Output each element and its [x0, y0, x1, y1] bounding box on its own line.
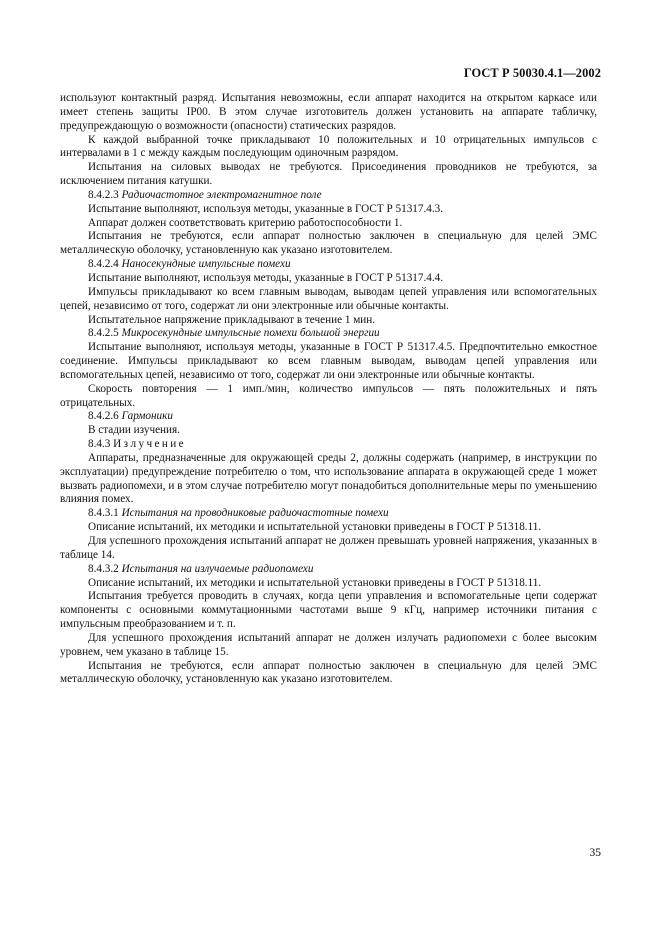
paragraph: К каждой выбранной точке прикладывают 10 положительных и 10 отрицательных импульсов с интервалами в 1 с между каждым последующим одиночным разрядом. — [60, 133, 597, 160]
paragraph: Испытательное напряжение прикладывают в течение 1 мин. — [88, 313, 376, 326]
section-number: 8.4.3.2 — [88, 562, 119, 575]
section-number: 8.4.2.3 — [88, 188, 119, 201]
section-number: 8.4.3 — [88, 438, 111, 451]
paragraph: Описание испытаний, их методики и испытательной установки приведены в ГОСТ Р 51318.11. — [88, 576, 542, 589]
section-number: 8.4.2.6 — [88, 410, 119, 423]
section-number: 8.4.3.1 — [88, 507, 119, 520]
paragraph: Испытания на силовых выводах не требуются. Присоединения проводников не требуются, за исключением питания катушки. — [60, 161, 597, 188]
paragraph: используют контактный разряд. Испытания невозможны, если аппарат находится на открытом каркасе или имеет степень защиты IP00. В этом случае изготовитель должен установить на аппарате табличку, предупреждающую о возможности (опасности) статических разрядов. — [60, 92, 597, 132]
document-body — [60, 92, 597, 687]
section-heading-8-4-3 — [60, 438, 597, 452]
section-title: Наносекундные импульсные помехи — [121, 258, 291, 271]
section-number: 8.4.2.5 — [88, 327, 119, 340]
section-heading-8-4-2-3 — [60, 189, 597, 203]
paragraph: Испытания требуется проводить в случаях, когда цепи управления и вспомогательные цепи содержат компоненты с основными коммутационными частотами выше 9 кГц, например источники питания с импульсным преобразованием и т. п. — [60, 590, 597, 631]
section-heading-8-4-3-2 — [60, 563, 597, 577]
paragraph: Для успешного прохождения испытаний аппарат не должен превышать уровней напряжения, указанных в таблице 14. — [60, 535, 597, 561]
page-number: 35 — [589, 847, 601, 859]
section-title: Радиочастотное электромагнитное поле — [121, 188, 322, 201]
section-heading-8-4-3-1 — [60, 507, 597, 521]
section-title: Испытания на проводниковые радиочастотные помехи — [121, 507, 389, 520]
paragraph: Аппарат должен соответствовать критерию работоспособности 1. — [88, 216, 403, 229]
paragraph: Скорость повторения — 1 имп./мин, количество импульсов — пять положительных и пять отрицательных. — [60, 382, 597, 409]
section-heading-8-4-2-6 — [60, 410, 597, 424]
section-heading-8-4-2-5 — [60, 327, 597, 341]
document-code-header: ГОСТ Р 50030.4.1—2002 — [463, 66, 601, 80]
section-title: Микросекундные импульсные помехи большой энергии — [121, 327, 380, 340]
paragraph: В стадии изучения. — [88, 424, 180, 437]
paragraph: Испытание выполняют, используя методы, указанные в ГОСТ Р 51317.4.3. — [88, 202, 444, 215]
paragraph: Испытания не требуются, если аппарат полностью заключен в специальную для целей ЭМС металлическую оболочку, установленную как указано изготовителем. — [60, 230, 597, 257]
paragraph: Аппараты, предназначенные для окружающей среды 2, должны содержать (например, в инструкции по эксплуатации) предупреждение потребителю о том, что использование аппарата в окружающей среде 1 может вызвать радиопомехи, и в этом случае потребителю могут понадобиться дополнительные меры по уменьшению влияния помех. — [60, 451, 597, 506]
section-title: Испытания на излучаемые радиопомехи — [121, 562, 314, 575]
paragraph: Описание испытаний, их методики и испытательной установки приведены в ГОСТ Р 51318.11. — [88, 521, 542, 534]
section-title: Излучение — [113, 438, 186, 451]
paragraph: Испытания не требуются, если аппарат полностью заключен в специальную для целей ЭМС металлическую оболочку, установленную как указано изготовителем. — [60, 659, 597, 686]
paragraph: Импульсы прикладывают ко всем главным выводам, выводам цепей управления или вспомогательных цепей, независимо от того, содержат ли они электронные или обычные контакты. — [60, 285, 597, 312]
section-title: Гармоники — [121, 410, 173, 423]
section-heading-8-4-2-4 — [60, 258, 597, 272]
paragraph: Испытание выполняют, используя методы, указанные в ГОСТ Р 51317.4.4. — [88, 271, 444, 284]
section-number: 8.4.2.4 — [88, 258, 119, 271]
paragraph: Испытание выполняют, используя методы, указанные в ГОСТ Р 51317.4.5. Предпочтительно емкостное соединение. Импульсы прикладывают ко всем главным выводам, выводам цепей управления или вспомогательных цепей, независимо от того, содержат ли они электронные или обычные контакты. — [60, 341, 597, 381]
paragraph: Для успешного прохождения испытаний аппарат не должен излучать радиопомехи с более высоким уровнем, чем указано в таблице 15. — [60, 631, 597, 658]
